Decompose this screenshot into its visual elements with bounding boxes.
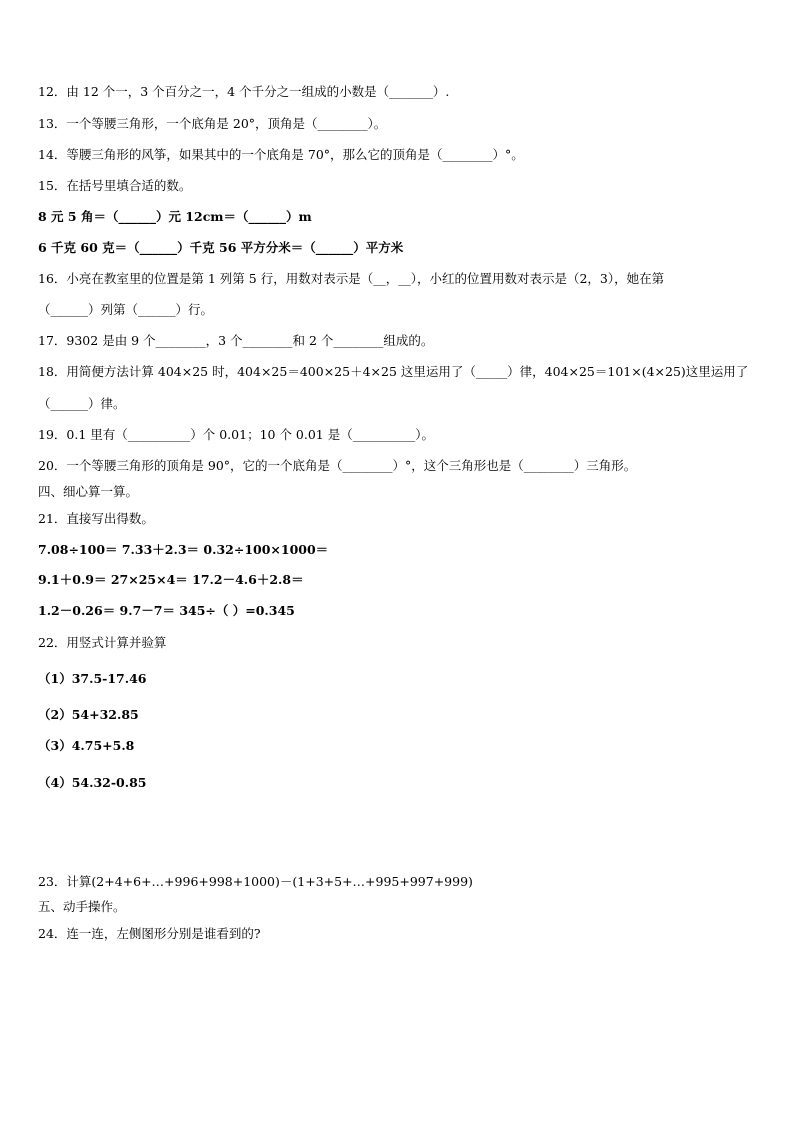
question-16-line-2: （______）列第（______）行。 [38,302,214,317]
question-22-part-1: （1）37.5-17.46 [38,671,147,686]
question-21-row-2: 9.1＋0.9＝ 27×25×4＝ 17.2－4.6＋2.8＝ [38,572,304,587]
question-12: 12．由 12 个一，3 个百分之一，4 个千分之一组成的小数是（_______）. [38,84,450,99]
question-15-line-1: 8 元 5 角＝（______）元 12cm＝（______）m [38,209,312,224]
question-13: 13．一个等腰三角形，一个底角是 20°，顶角是（________）。 [38,116,387,131]
section-5-title: 五、动手操作。 [38,899,126,914]
question-22-part-4: （4）54.32-0.85 [38,775,147,790]
question-23: 23．计算(2+4+6+…+996+998+1000)－(1+3+5+…+995+997+999) [38,874,473,889]
section-4-title: 四、细心算一算。 [38,484,139,499]
question-22-part-3: （3）4.75+5.8 [38,738,135,753]
question-21-row-1: 7.08÷100＝ 7.33＋2.3＝ 0.32÷100×1000＝ [38,542,329,557]
question-22: 22．用竖式计算并验算 [38,635,167,650]
question-17: 17．9302 是由 9 个________，3 个________和 2 个________组成的。 [38,333,434,348]
question-21-row-3: 1.2－0.26＝ 9.7－7＝ 345÷（ ）=0.345 [38,603,295,618]
question-20: 20．一个等腰三角形的顶角是 90°，它的一个底角是（________）°，这个三角形也是（________）三角形。 [38,458,637,473]
question-18-line-2: （______）律。 [38,396,126,411]
question-15-line-2: 6 千克 60 克＝（______）千克 56 平方分米＝（______）平方米 [38,240,404,255]
question-21: 21．直接写出得数。 [38,511,154,526]
question-18-line-1: 18．用简便方法计算 404×25 时，404×25＝400×25＋4×25 这里运用了（_____）律，404×25＝101×(4×25)这里运用了 [38,364,749,379]
question-14: 14．等腰三角形的风筝，如果其中的一个底角是 70°，那么它的顶角是（________）°。 [38,147,524,162]
question-16-line-1: 16．小亮在教室里的位置是第 1 列第 5 行，用数对表示是（__，__），小红的位置用数对表示是（2，3），她在第 [38,271,665,286]
question-22-part-2: （2）54+32.85 [38,707,139,722]
question-24: 24．连一连，左侧图形分别是谁看到的? [38,926,261,941]
question-19: 19．0.1 里有（__________）个 0.01；10 个 0.01 是（__________）。 [38,427,434,442]
question-15: 15．在括号里填合适的数。 [38,178,192,193]
